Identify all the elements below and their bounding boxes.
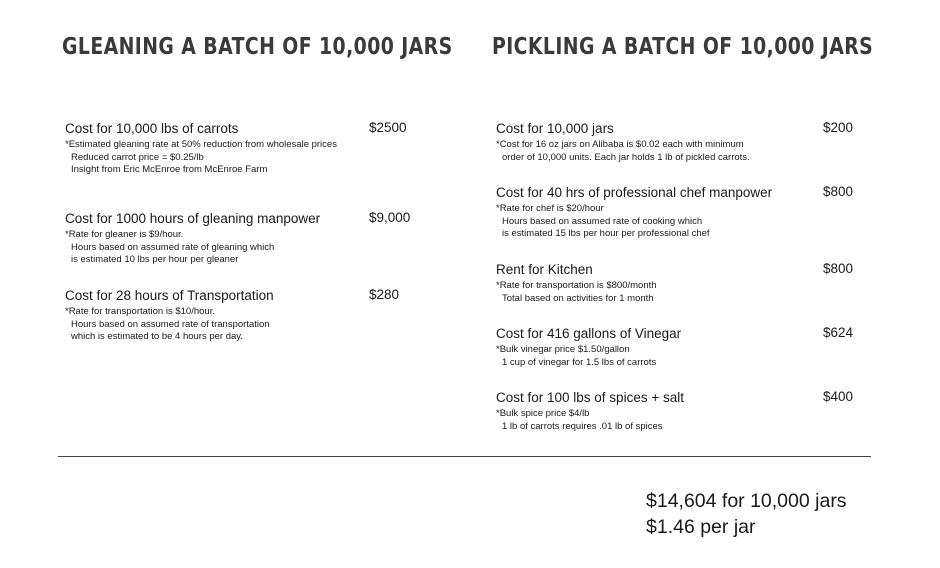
cost-item-price: $280 (369, 287, 400, 302)
per-jar-cost: $1.46 per jar (646, 516, 756, 538)
cost-item-price: $200 (823, 120, 854, 135)
totals-block (646, 488, 847, 540)
cost-note: *Cost for 16 oz jars on Alibaba is $0.02 each with minimum (496, 139, 744, 150)
cost-item-carrots (65, 120, 407, 177)
cost-note: *Rate for gleaner is $9/hour. (65, 229, 184, 240)
cost-item-label: Rent for Kitchen (496, 262, 593, 277)
cost-note: *Estimated gleaning rate at 50% reduction from wholesale prices (65, 139, 337, 150)
cost-note: is estimated 10 lbs per hour per gleaner (71, 254, 239, 265)
cost-item-chef-manpower (496, 184, 854, 241)
cost-note: which is estimated to be 4 hours per day. (71, 331, 243, 342)
cost-item-price: $2500 (369, 120, 407, 135)
cost-note: *Rate for transportation is $800/month (496, 280, 657, 291)
cost-item-transportation (65, 287, 400, 344)
cost-item-price: $400 (823, 389, 854, 404)
cost-item-label: Cost for 416 gallons of Vinegar (496, 326, 682, 341)
cost-item-notes (65, 229, 355, 267)
total-cost: $14,604 for 10,000 jars (646, 490, 847, 512)
cost-note: Hours based on assumed rate of transportation (71, 318, 270, 330)
cost-note: *Rate for transportation is $10/hour. (65, 306, 215, 317)
cost-item-vinegar (496, 325, 854, 369)
cost-item-label: Cost for 100 lbs of spices + salt (496, 390, 684, 405)
cost-note: Insight from Eric McEnroe from McEnroe Farm (71, 164, 268, 175)
divider (58, 456, 871, 457)
cost-note: *Rate for chef is $20/hour (496, 203, 604, 214)
cost-note: 1 lb of carrots requires .01 lb of spices (502, 420, 663, 432)
cost-note: Hours based on assumed rate of cooking which (502, 215, 703, 227)
cost-item-spices (496, 389, 854, 433)
cost-item-label: Cost for 1000 hours of gleaning manpower (65, 211, 321, 226)
cost-item-notes (496, 139, 796, 164)
cost-item-notes (65, 139, 355, 177)
cost-item-label: Cost for 10,000 jars (496, 121, 614, 136)
cost-note: *Bulk spice price $4/lb (496, 408, 590, 419)
cost-note: Hours based on assumed rate of gleaning which (71, 241, 275, 253)
gleaning-title: GLEANING A BATCH OF 10,000 JARS (62, 34, 453, 60)
cost-item-notes (496, 408, 796, 433)
cost-note: 1 cup of vinegar for 1.5 lbs of carrots (502, 356, 657, 368)
cost-item-price: $9,000 (369, 210, 411, 225)
cost-item-label: Cost for 28 hours of Transportation (65, 288, 274, 303)
pickling-title: PICKLING A BATCH OF 10,000 JARS (492, 34, 874, 60)
cost-item-notes (496, 280, 796, 305)
cost-item-notes (65, 306, 355, 344)
cost-note: is estimated 15 lbs per hour per professional chef (502, 228, 710, 239)
cost-item-price: $800 (823, 261, 854, 276)
cost-note: Reduced carrot price = $0.25/lb (71, 151, 204, 163)
cost-item-label: Cost for 10,000 lbs of carrots (65, 121, 239, 136)
cost-item-kitchen-rent (496, 261, 854, 305)
cost-note: *Bulk vinegar price $1.50/gallon (496, 344, 630, 355)
cost-item-price: $624 (823, 325, 854, 340)
cost-item-notes (496, 203, 796, 241)
cost-item-gleaning-manpower (65, 210, 411, 267)
cost-item-price: $800 (823, 184, 854, 199)
cost-note: order of 10,000 units. Each jar holds 1 lb of pickled carrots. (502, 151, 750, 163)
cost-note: Total based on activities for 1 month (502, 292, 654, 304)
cost-item-notes (496, 344, 796, 369)
cost-item-jars (496, 120, 854, 164)
cost-item-label: Cost for 40 hrs of professional chef manpower (496, 185, 773, 200)
